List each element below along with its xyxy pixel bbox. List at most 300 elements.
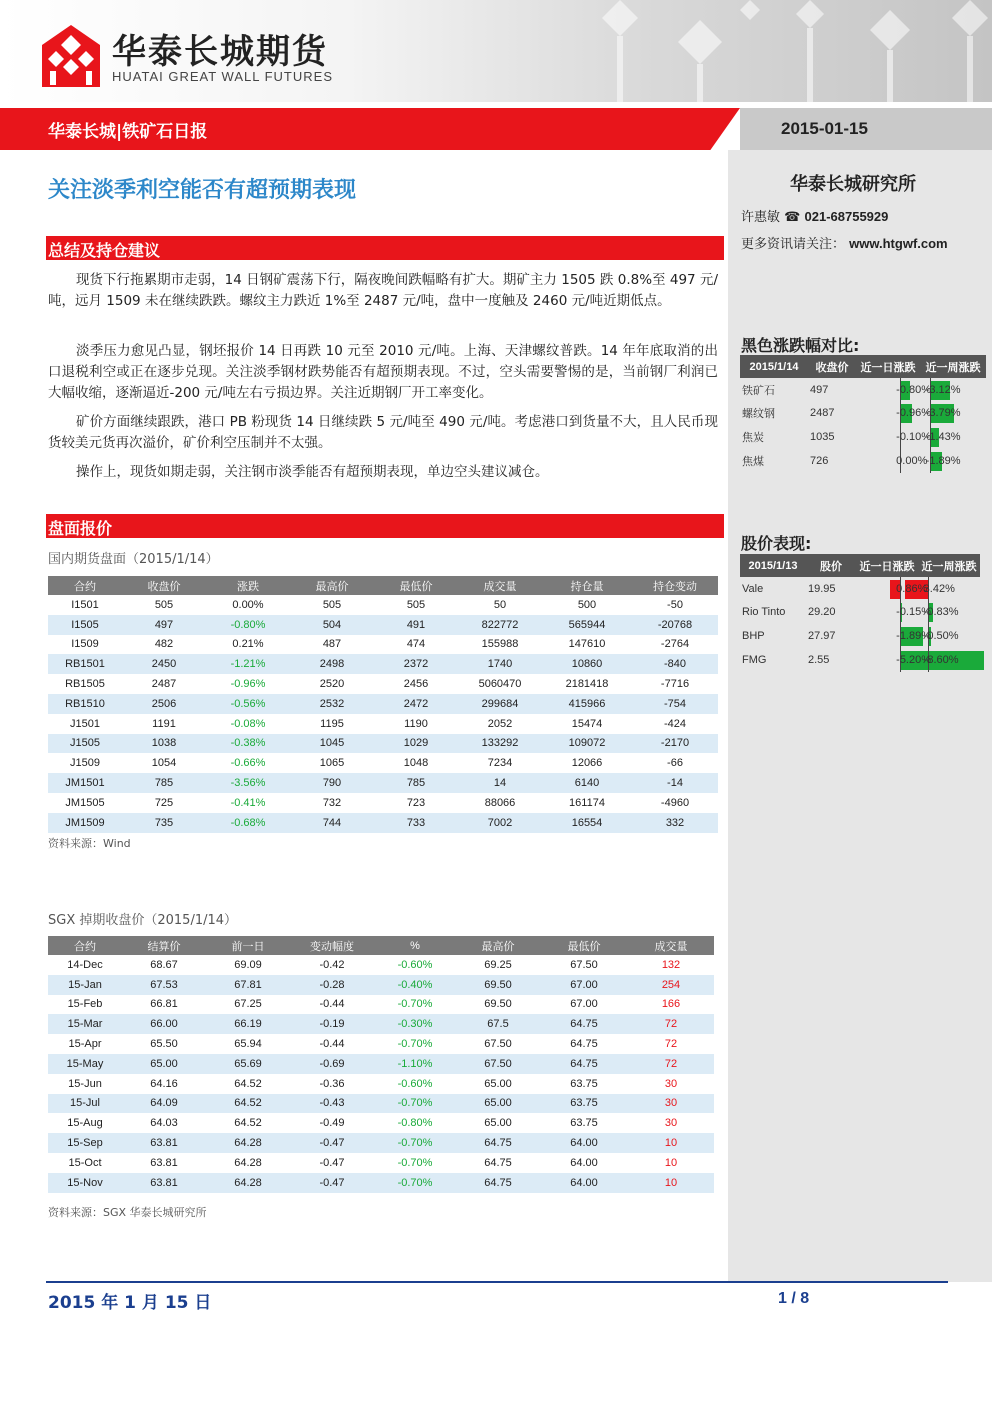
column-header: 近一日涨跌 — [856, 355, 920, 378]
bar-label: -3.12% — [925, 383, 961, 396]
summary-paragraph-2: 淡季压力愈见凸显，钢坯报价 14 日再跌 10 元至 2010 元/吨。上海、天津螺纹普跌。14 年年底取消的出口退税利空或正在逐步兑现。关注淡季钢材跌势能否有超预期表现。不过，空头需要警惕的是，当前钢厂利润已大幅收缩，逐渐逼近-200 元/吨左右亏损边界。关注近期钢厂开工率变化。 — [48, 343, 718, 401]
bar-cell-wrap — [858, 602, 932, 622]
row-name: FMG — [742, 653, 767, 666]
table-row — [740, 601, 980, 625]
table-row — [48, 1074, 714, 1094]
table-cell: 63.75 — [570, 1077, 598, 1090]
bar-cell-wrap — [922, 451, 986, 471]
table-cell: 2498 — [290, 654, 374, 674]
bar-label: 0.00% — [896, 454, 928, 467]
table-cell: 7002 — [458, 813, 542, 833]
table-cell: -1.21% — [206, 654, 290, 674]
table-cell: 64.75 — [540, 1054, 628, 1074]
row-price: 29.20 — [808, 606, 836, 619]
table-cell: 64.75 — [484, 1156, 512, 1169]
table-header-row — [740, 554, 980, 577]
more-info-label: 更多资讯请关注： — [741, 237, 846, 252]
table-cell: 64.75 — [456, 1173, 540, 1193]
table-row — [48, 654, 718, 674]
table-cell: 15-Feb — [67, 998, 103, 1011]
table-cell: 1740 — [458, 654, 542, 674]
bar-label: -0.10% — [896, 430, 932, 443]
table-cell: 30 — [664, 1117, 678, 1130]
table-row — [48, 995, 714, 1015]
row-price: 19.95 — [808, 582, 836, 595]
table-row — [48, 1153, 714, 1173]
column-header: 成交量 — [458, 576, 542, 595]
table-cell: 65.00 — [456, 1094, 540, 1114]
bar-cell — [918, 577, 980, 601]
table-cell: -0.69 — [290, 1054, 374, 1074]
table-cell: 1054 — [151, 757, 177, 770]
table-cell: -0.28 — [290, 975, 374, 995]
table-cell: -0.70% — [397, 1156, 433, 1169]
footer-date: 2015 年 1 月 15 日 — [48, 1293, 212, 1313]
table-cell: 497 — [122, 615, 206, 635]
table-cell: 735 — [122, 813, 206, 833]
table-cell: 65.69 — [206, 1054, 290, 1074]
table-cell: 67.00 — [570, 998, 598, 1011]
table-cell: 482 — [154, 638, 174, 651]
column-header: 合约 — [48, 576, 122, 595]
table-cell: 15-Mar — [48, 1014, 122, 1034]
table-cell: 2472 — [374, 694, 458, 714]
table-cell: 69.50 — [484, 998, 512, 1011]
table-cell: 415966 — [542, 694, 632, 714]
table-cell: J1505 — [48, 734, 122, 754]
table-cell: -2170 — [632, 734, 718, 754]
table-cell: 10860 — [542, 654, 632, 674]
table-cell: 15-Jun — [68, 1077, 102, 1090]
table-cell: -1.10% — [374, 1054, 456, 1074]
table-cell: 72 — [628, 1014, 714, 1034]
table-cell: -4960 — [660, 796, 690, 809]
table-cell: 65.00 — [484, 1077, 512, 1090]
table-cell: 2487 — [151, 678, 177, 691]
row-name: Rio Tinto — [742, 606, 786, 619]
summary-paragraph-1: 现货下行拖累期市走弱，14 日钢矿震荡下行，隔夜晚间跌幅略有扩大。期矿主力 1505 跌 0.8%至 497 元/吨，远月 1509 未在继续跌跌。螺纹主力跌近 1%至 2487 元/吨，盘中一度触及 2460 元/吨近期低点。 — [48, 272, 718, 309]
table-cell: -0.40% — [374, 975, 456, 995]
bar-label: -1.89% — [896, 629, 932, 642]
column-header: 收盘价 — [808, 355, 856, 378]
bar-label: 3.42% — [923, 582, 955, 595]
bar-label: -5.20% — [896, 653, 932, 666]
column-header: 最高价 — [290, 576, 374, 595]
row-price: 726 — [810, 454, 829, 467]
table-cell: 7234 — [487, 757, 513, 770]
table-cell: 487 — [322, 638, 342, 651]
table-cell: 72 — [628, 1054, 714, 1074]
table-cell: 15-Nov — [48, 1173, 122, 1193]
column-header: 持仓变动 — [632, 576, 718, 595]
bar-label: -3.79% — [925, 407, 961, 420]
table-cell: -0.56% — [206, 694, 290, 714]
analyst-contact — [741, 206, 888, 225]
table-cell: 10 — [664, 1156, 678, 1169]
table-cell: 16554 — [542, 813, 632, 833]
table-row — [740, 449, 986, 473]
table-cell: 299684 — [458, 694, 542, 714]
table-cell: J1501 — [70, 717, 100, 730]
table-cell: 1038 — [122, 734, 206, 754]
table-cell: -0.70% — [374, 1173, 456, 1193]
table-cell: -840 — [632, 654, 718, 674]
bar-cell-wrap — [922, 380, 986, 400]
bar-label: -0.96% — [896, 407, 932, 420]
header-banner — [0, 0, 992, 102]
table-cell: 147610 — [568, 638, 606, 651]
column-header: 最低价 — [374, 576, 458, 595]
bar-cell-wrap — [858, 626, 932, 646]
more-info — [741, 233, 948, 252]
table-cell: -3.56% — [206, 773, 290, 793]
table-cell: RB1510 — [48, 694, 122, 714]
column-header: 最低价 — [540, 936, 628, 955]
banner-decoration — [560, 0, 992, 102]
table-cell: -424 — [663, 717, 687, 730]
table-cell: 64.75 — [456, 1133, 540, 1153]
bar-cell — [918, 624, 980, 648]
bar-cell — [856, 449, 928, 473]
table-row — [48, 753, 718, 773]
table-cell: 15-Aug — [67, 1117, 103, 1130]
table-row — [48, 1113, 714, 1133]
bar-label: -0.80% — [896, 383, 932, 396]
table-row — [48, 1133, 714, 1153]
table-cell: 64.00 — [540, 1133, 628, 1153]
table-cell: 504 — [290, 615, 374, 635]
bar-cell — [920, 402, 986, 426]
row-name: 螺纹钢 — [742, 408, 775, 421]
section-summary-heading — [46, 236, 724, 260]
table-cell: 1195 — [320, 717, 344, 730]
table-cell: 6140 — [542, 773, 632, 793]
bar-cell — [856, 378, 932, 402]
column-header: 变动幅度 — [290, 936, 374, 955]
table-cell: -0.60% — [397, 1077, 433, 1090]
table-cell: 65.00 — [484, 1117, 512, 1130]
table-row — [740, 577, 980, 601]
table-cell: -0.47 — [319, 1156, 345, 1169]
table-cell: 12066 — [571, 757, 603, 770]
table-header-row — [48, 576, 718, 595]
table-cell: 64.00 — [570, 1156, 598, 1169]
table-cell: -0.80% — [206, 615, 290, 635]
table-header-row — [48, 936, 714, 955]
company-name-en: HUATAI GREAT WALL FUTURES — [112, 69, 333, 84]
table-cell: 15-Oct — [68, 1156, 102, 1169]
table-row — [48, 1173, 714, 1193]
table-cell: 64.09 — [122, 1094, 206, 1114]
institute-name: 华泰长城研究所 — [790, 174, 916, 195]
footer-divider — [46, 1281, 948, 1283]
table-cell: 64.16 — [150, 1077, 178, 1090]
table-row — [48, 674, 718, 694]
table-cell: 1048 — [403, 757, 429, 770]
table-row — [740, 402, 986, 426]
bar-cell-wrap — [858, 427, 932, 447]
bar-cell — [920, 378, 986, 402]
table-cell: -20768 — [632, 615, 718, 635]
column-header: 前一日 — [206, 936, 290, 955]
table-cell: 1190 — [404, 717, 428, 730]
bar-cell-wrap — [920, 626, 980, 646]
table-row — [48, 1034, 714, 1054]
column-header: 涨跌 — [206, 576, 290, 595]
section-quotes-label: 盘面报价 — [48, 519, 113, 538]
table-cell: 109072 — [542, 734, 632, 754]
table-cell: 155988 — [481, 638, 519, 651]
bar-label: -1.43% — [925, 430, 961, 443]
table-cell: 1029 — [374, 734, 458, 754]
table-cell: I1501 — [71, 598, 99, 611]
table-cell: -0.38% — [206, 734, 290, 754]
table-cell: -0.08% — [230, 717, 266, 730]
table-cell: 505 — [154, 598, 174, 611]
row-price: 27.97 — [808, 629, 836, 642]
table-cell: 2506 — [122, 694, 206, 714]
section-summary-label: 总结及持仓建议 — [48, 241, 161, 260]
table-header-row — [740, 355, 986, 378]
table-cell: -0.47 — [290, 1173, 374, 1193]
row-name: 焦炭 — [742, 431, 764, 444]
table-cell: -14 — [632, 773, 718, 793]
column-header: 近一日涨跌 — [856, 554, 918, 577]
table-cell: 64.52 — [206, 1094, 290, 1114]
table-cell: 505 — [406, 598, 426, 611]
table-cell: 2052 — [487, 717, 513, 730]
table-cell: -0.30% — [374, 1014, 456, 1034]
table-cell: 64.75 — [570, 1038, 598, 1051]
table-row — [740, 425, 986, 449]
bar-cell-wrap — [858, 403, 932, 423]
table-cell: 0.21% — [232, 638, 264, 651]
summary-paragraph-4: 操作上，现货如期走弱，关注钢市淡季能否有超预期表现，单边空头建议减仓。 — [76, 464, 549, 480]
table-cell: 0.00% — [232, 598, 264, 611]
table-cell: 2181418 — [565, 678, 609, 691]
table-cell: 2532 — [290, 694, 374, 714]
table-row — [48, 635, 718, 655]
table-cell: 67.25 — [234, 998, 262, 1011]
table-cell: -0.70% — [397, 1038, 433, 1051]
bar-cell-wrap — [858, 451, 928, 471]
table-cell: -754 — [632, 694, 718, 714]
column-header: 结算价 — [122, 936, 206, 955]
table-cell: 72 — [664, 1038, 678, 1051]
table-cell: JM1509 — [48, 813, 122, 833]
table-cell: 88066 — [484, 796, 516, 809]
table-cell: 785 — [122, 773, 206, 793]
table-row — [48, 694, 718, 714]
table-cell: 64.00 — [540, 1173, 628, 1193]
table-cell: -66 — [667, 757, 683, 770]
table-cell: 66.00 — [122, 1014, 206, 1034]
bar-cell-wrap — [920, 579, 980, 599]
column-header: 成交量 — [628, 936, 714, 955]
table-cell: 67.53 — [122, 975, 206, 995]
table-cell: 67.81 — [206, 975, 290, 995]
table-cell: 63.81 — [122, 1133, 206, 1153]
table-cell: -0.36 — [319, 1077, 345, 1090]
table-cell: 565944 — [542, 615, 632, 635]
table-cell: J1509 — [70, 757, 100, 770]
table-cell: 166 — [661, 998, 681, 1011]
table-cell: -0.44 — [319, 1038, 345, 1051]
column-header: 股价 — [806, 554, 856, 577]
sgx-swap-table — [48, 936, 714, 1193]
table-row — [48, 1054, 714, 1074]
bar-cell — [918, 601, 980, 625]
table-cell: -0.47 — [290, 1133, 374, 1153]
table-cell: 133292 — [458, 734, 542, 754]
bar-cell — [856, 425, 932, 449]
table-row — [48, 773, 718, 793]
bar-cell — [856, 624, 932, 648]
table-cell: -7716 — [660, 678, 690, 691]
table-cell: 14 — [458, 773, 542, 793]
column-header: 近一周涨跌 — [920, 355, 986, 378]
page-number: 1 / 8 — [778, 1290, 810, 1307]
company-logo — [42, 25, 100, 87]
table-row — [48, 714, 718, 734]
row-price: 497 — [810, 383, 829, 396]
row-name: 焦煤 — [742, 455, 764, 468]
table-cell: JM1501 — [48, 773, 122, 793]
row-name: BHP — [742, 629, 765, 642]
table-cell: 2372 — [374, 654, 458, 674]
table-cell: 67.00 — [540, 975, 628, 995]
phone-icon: ☎ — [784, 210, 801, 225]
table-row — [48, 595, 718, 615]
table-cell: 69.25 — [484, 958, 512, 971]
table-cell: -0.96% — [230, 678, 266, 691]
table-cell: 744 — [290, 813, 374, 833]
table-cell: 10 — [628, 1133, 714, 1153]
table-cell: 65.00 — [122, 1054, 206, 1074]
table-row — [740, 648, 980, 672]
table-cell: 64.28 — [206, 1173, 290, 1193]
bar-cell — [920, 449, 986, 473]
table-cell: 822772 — [458, 615, 542, 635]
page-title: 关注淡季利空能否有超预期表现 — [48, 178, 357, 203]
website-link[interactable]: www.htgwf.com — [849, 236, 948, 251]
row-price: 2.55 — [808, 653, 830, 666]
table-cell: RB1501 — [48, 654, 122, 674]
table-cell: 15-May — [48, 1054, 122, 1074]
table-cell: I1509 — [71, 638, 99, 651]
table-row — [740, 624, 980, 648]
table-row — [48, 1014, 714, 1034]
bar-cell-wrap — [920, 650, 980, 670]
table-cell: 1191 — [152, 717, 176, 730]
table-cell: 15-Apr — [68, 1038, 102, 1051]
table-cell: 67.50 — [456, 1054, 540, 1074]
bar-label: -0.15% — [896, 606, 932, 619]
table-cell: 254 — [628, 975, 714, 995]
table-row — [48, 813, 718, 833]
table-cell: 1045 — [290, 734, 374, 754]
stock-perf-table — [740, 554, 980, 671]
table-cell: 63.75 — [540, 1094, 628, 1114]
table-cell: -0.68% — [206, 813, 290, 833]
table-cell: -0.70% — [397, 998, 433, 1011]
table-cell: -0.70% — [374, 1094, 456, 1114]
column-header: 收盘价 — [122, 576, 206, 595]
row-price: 2487 — [810, 407, 835, 420]
table-cell: 15-Jan — [48, 975, 122, 995]
domestic-futures-table — [48, 576, 718, 833]
table-cell: -0.60% — [397, 958, 433, 971]
bar-label: -1.89% — [925, 454, 961, 467]
table-cell: RB1505 — [65, 678, 105, 691]
table-cell: 723 — [406, 796, 426, 809]
bar-label: -0.83% — [923, 606, 959, 619]
bar-cell-wrap — [858, 380, 932, 400]
table-cell: -0.66% — [230, 757, 266, 770]
table-cell: 67.50 — [570, 958, 598, 971]
table-cell: 2456 — [403, 678, 429, 691]
table-cell: 64.75 — [540, 1014, 628, 1034]
table-row — [48, 1094, 714, 1114]
bar-cell — [856, 648, 932, 672]
bar-cell — [856, 402, 932, 426]
table-cell: 491 — [374, 615, 458, 635]
table-cell: 2450 — [122, 654, 206, 674]
column-header: % — [374, 936, 456, 955]
table-cell: 15-Jul — [48, 1094, 122, 1114]
row-name: Vale — [742, 582, 764, 595]
right-sidebar — [728, 150, 992, 1282]
table-cell: 500 — [577, 598, 597, 611]
domestic-table-source: 资料来源：Wind — [48, 837, 131, 850]
table-cell: 732 — [322, 796, 342, 809]
table-cell: -0.41% — [230, 796, 266, 809]
domestic-table-title: 国内期货盘面（2015/1/14） — [48, 552, 219, 567]
table-cell: 65.50 — [150, 1038, 178, 1051]
analyst-name: 许惠敏 — [741, 210, 781, 225]
bar-cell — [920, 425, 986, 449]
table-cell: 65.94 — [234, 1038, 262, 1051]
company-name-cn: 华泰长城期货 — [112, 32, 328, 72]
table-cell: 66.81 — [150, 998, 178, 1011]
table-cell: 733 — [374, 813, 458, 833]
bar-cell — [856, 601, 932, 625]
table-cell: -0.44 — [319, 998, 345, 1011]
black-compare-table — [740, 355, 986, 472]
column-header: 持仓量 — [542, 576, 632, 595]
table-cell: I1505 — [48, 615, 122, 635]
table-cell: 474 — [406, 638, 426, 651]
stock-perf-heading: 股价表现: — [741, 534, 812, 553]
column-header: 近一周涨跌 — [918, 554, 980, 577]
column-header: 最高价 — [456, 936, 540, 955]
table-cell: 64.28 — [234, 1156, 262, 1169]
bar-label: -0.50% — [923, 629, 959, 642]
table-cell: 5060470 — [478, 678, 522, 691]
table-cell: -0.49 — [319, 1117, 345, 1130]
row-name: 铁矿石 — [742, 384, 775, 397]
table-cell: 15-Sep — [48, 1133, 122, 1153]
table-row — [48, 615, 718, 635]
summary-paragraph-3: 矿价方面继续跟跌，港口 PB 粉现货 14 日继续跌 5 元/吨至 490 元/吨。考虑港口到货量不大，且人民币现货较美元货再次溢价，矿价利空压制并不太强。 — [48, 414, 718, 451]
report-date: 2015-01-15 — [781, 119, 868, 138]
bar-cell-wrap — [920, 602, 980, 622]
bar-cell-wrap — [922, 427, 986, 447]
table-cell: 790 — [290, 773, 374, 793]
table-cell: 63.81 — [122, 1173, 206, 1193]
table-cell: 69.50 — [456, 975, 540, 995]
table-cell: 64.03 — [150, 1117, 178, 1130]
